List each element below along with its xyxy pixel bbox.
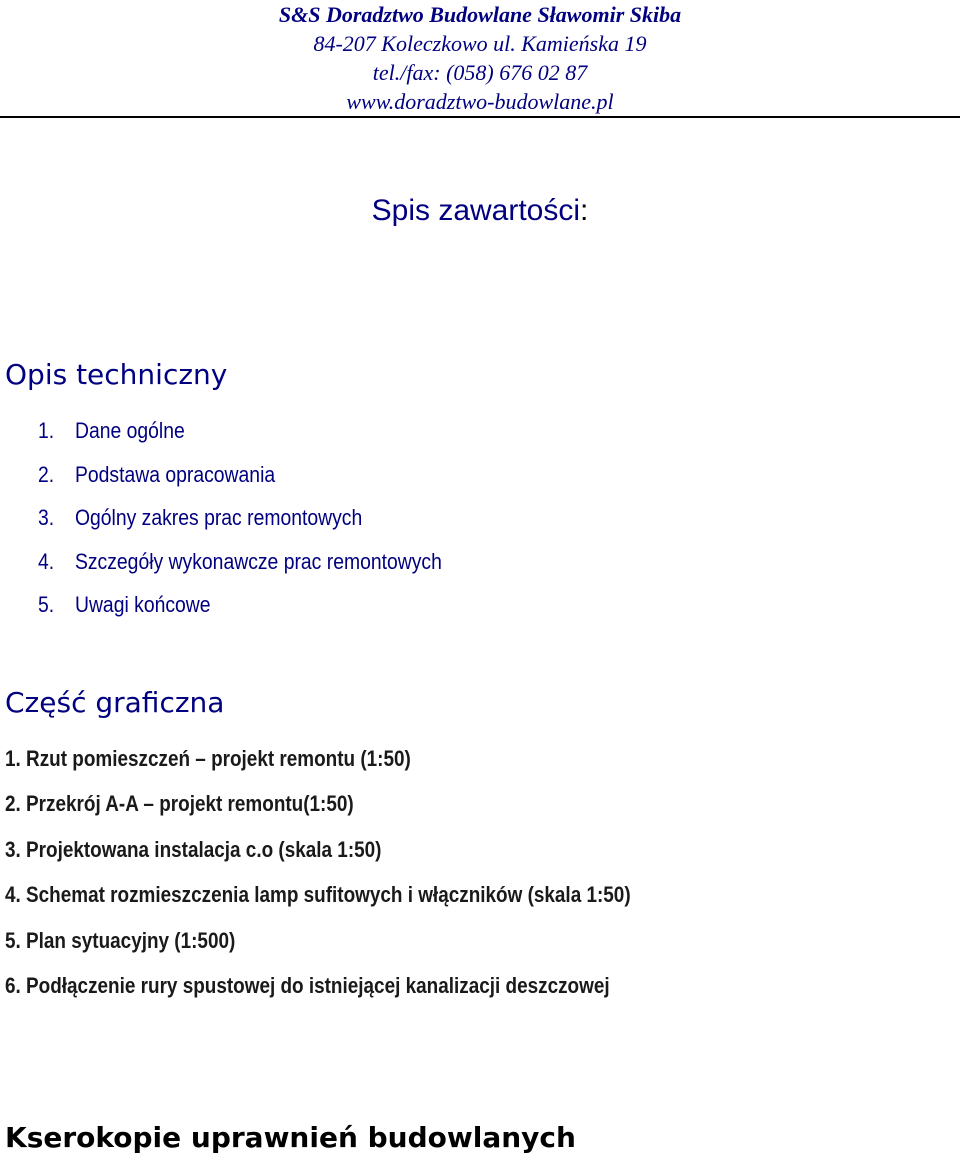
header-divider	[0, 116, 960, 118]
item-label: Uwagi końcowe	[74, 592, 211, 617]
technical-list	[38, 417, 442, 635]
list-item	[38, 417, 442, 461]
item-label: Podstawa opracowania	[74, 461, 276, 487]
list-item: 5. Plan sytuacyjny (1:500)	[5, 927, 236, 953]
toc-title-colon: :	[580, 194, 589, 227]
item-label: Dane ogólne	[74, 418, 185, 443]
letterhead	[0, 0, 960, 116]
item-number: 2.	[38, 461, 55, 487]
company-address: 84-207 Koleczkowo ul. Kamieńska 19	[313, 31, 647, 56]
graphic-list	[5, 745, 631, 1017]
item-number: 5.	[38, 592, 55, 617]
item-number: 3.	[38, 505, 55, 530]
item-label: Szczegóły wykonawcze prac remontowych	[74, 548, 442, 574]
list-item: 4. Schemat rozmieszczenia lamp sufitowych i włączników (skala 1:50)	[5, 882, 631, 908]
toc-title	[0, 194, 960, 228]
list-item: 1. Rzut pomieszczeń – projekt remontu (1:50)	[5, 746, 411, 771]
list-item	[38, 461, 442, 505]
graphic-heading: Część graficzna	[5, 686, 225, 719]
item-label: Ogólny zakres prac remontowych	[74, 505, 363, 530]
toc-title-text: Spis zawartości	[371, 194, 581, 227]
list-item: 6. Podłączenie rury spustowej do istniejącej kanalizacji deszczowej	[5, 972, 610, 998]
item-number: 1.	[38, 418, 55, 443]
technical-heading: Opis techniczny	[5, 358, 228, 391]
list-item	[38, 548, 442, 592]
company-website[interactable]: www.doradztwo-budowlane.pl	[346, 89, 614, 114]
list-item: 3. Projektowana instalacja c.o (skala 1:50)	[5, 836, 382, 862]
list-item	[38, 591, 442, 635]
item-number: 4.	[38, 548, 55, 574]
company-name: S&S Doradztwo Budowlane Sławomir Skiba	[278, 2, 682, 27]
company-phone: tel./fax: (058) 676 02 87	[372, 60, 588, 85]
list-item: 2. Przekrój A-A – projekt remontu(1:50)	[5, 791, 354, 817]
licenses-heading: Kserokopie uprawnień budowlanych	[5, 1121, 576, 1154]
list-item	[38, 504, 442, 548]
